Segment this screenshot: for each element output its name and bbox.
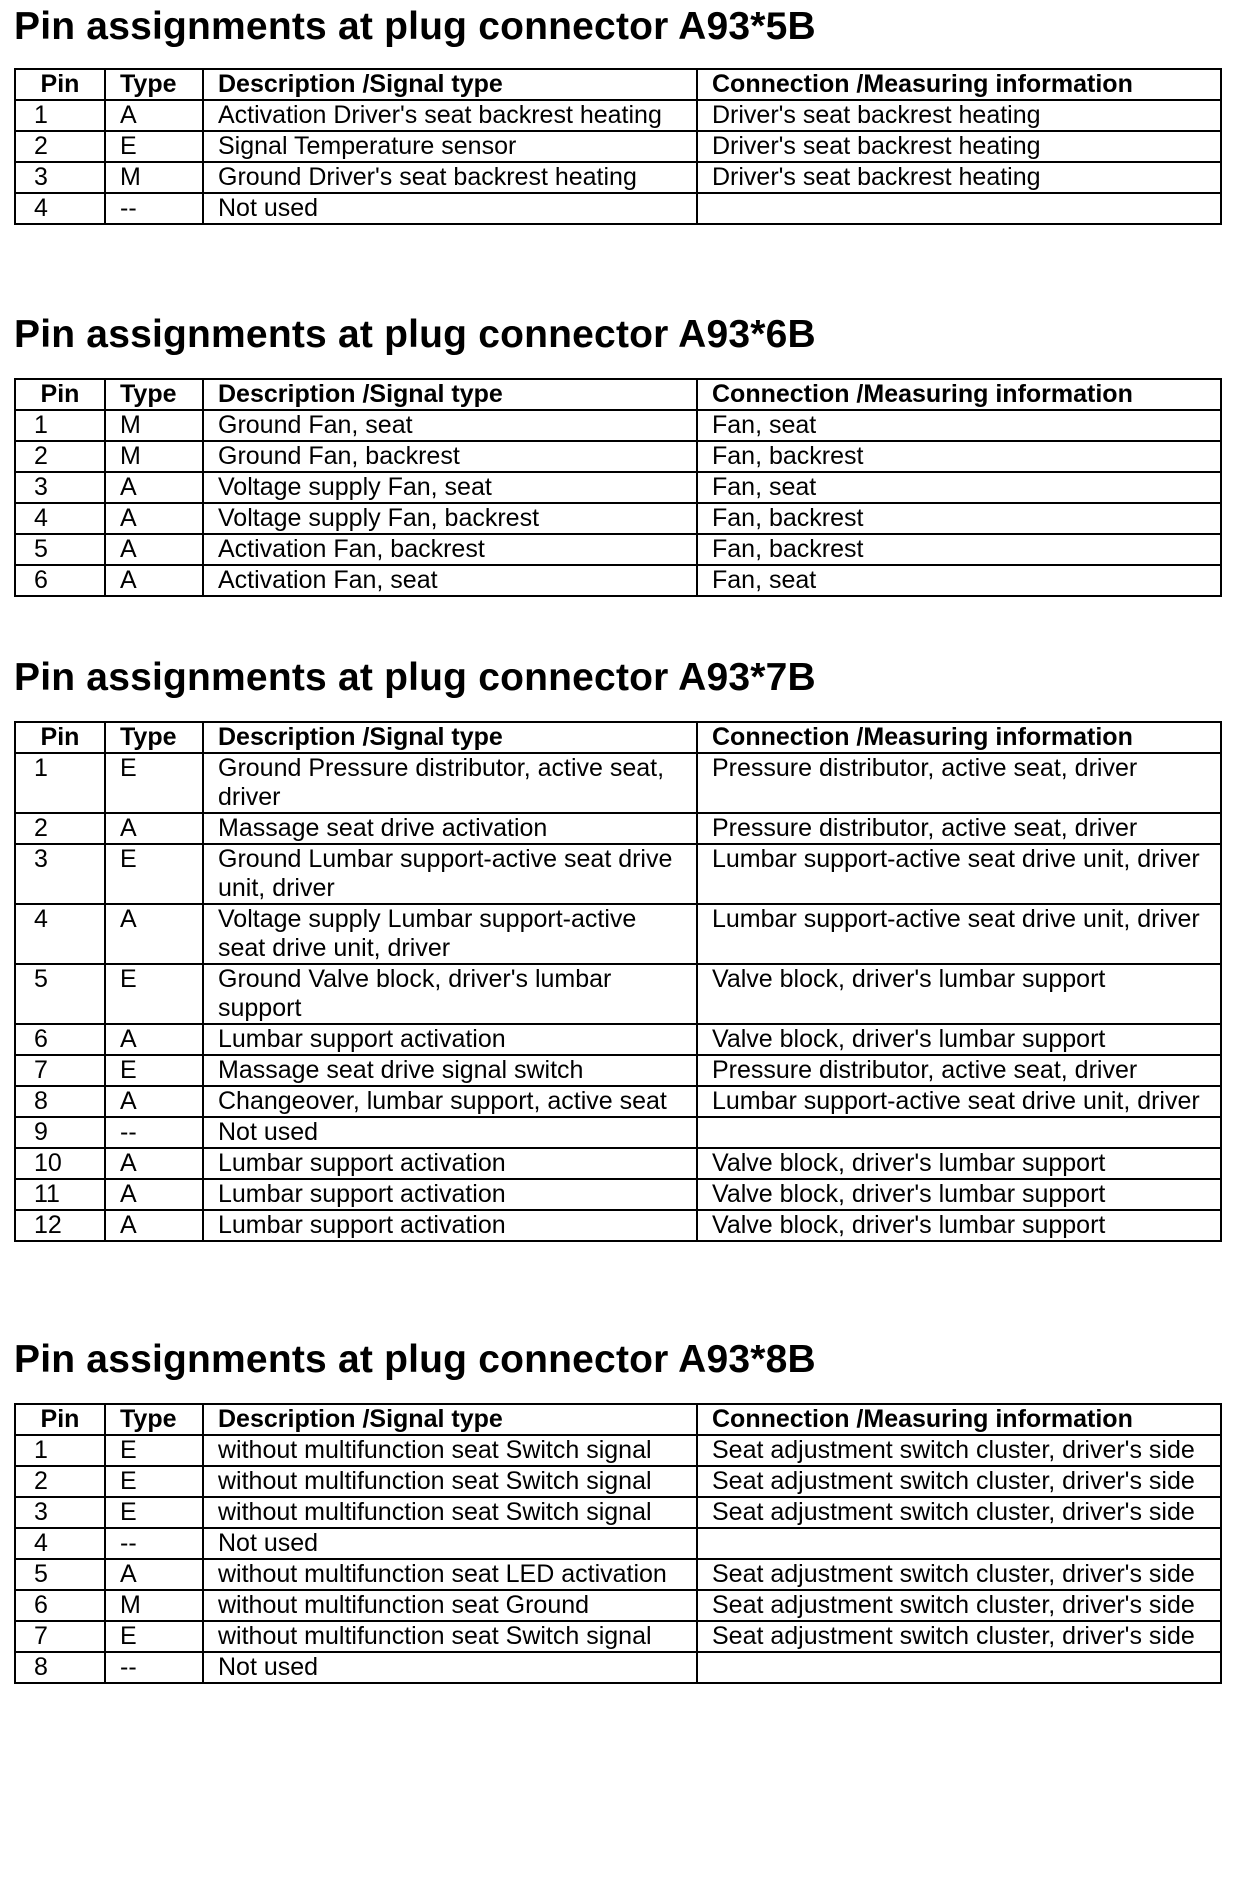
description-cell: Changeover, lumbar support, active seat xyxy=(203,1086,697,1117)
connection-cell: Seat adjustment switch cluster, driver's side xyxy=(697,1621,1221,1652)
connection-cell: Fan, backrest xyxy=(697,534,1221,565)
description-cell: Ground Lumbar support-active seat drive unit, driver xyxy=(203,844,697,904)
type-cell: -- xyxy=(105,1528,203,1559)
pin-cell: 2 xyxy=(15,131,105,162)
pin-cell: 5 xyxy=(15,534,105,565)
table-row xyxy=(15,534,1221,565)
connection-cell: Lumbar support-active seat drive unit, driver xyxy=(697,1086,1221,1117)
header-pin: Pin xyxy=(15,722,105,753)
type-cell: A xyxy=(105,1148,203,1179)
description-cell: Not used xyxy=(203,1652,697,1683)
connection-cell: Pressure distributor, active seat, driver xyxy=(697,753,1221,813)
section-title: Pin assignments at plug connector A93*7B xyxy=(14,656,816,699)
table-row xyxy=(15,1621,1221,1652)
description-cell: Ground Driver's seat backrest heating xyxy=(203,162,697,193)
pin-table xyxy=(14,721,1222,1242)
header-pin: Pin xyxy=(15,1404,105,1435)
type-cell: E xyxy=(105,1497,203,1528)
table-row xyxy=(15,1024,1221,1055)
connection-cell xyxy=(697,1652,1221,1683)
section-a93-5b xyxy=(14,4,1220,225)
connection-cell: Seat adjustment switch cluster, driver's side xyxy=(697,1497,1221,1528)
header-connection: Connection /Measuring information xyxy=(697,1404,1221,1435)
header-description: Description /Signal type xyxy=(203,69,697,100)
table-row xyxy=(15,1559,1221,1590)
pin-table xyxy=(14,1403,1222,1684)
type-cell: -- xyxy=(105,1117,203,1148)
table-row xyxy=(15,131,1221,162)
header-connection: Connection /Measuring information xyxy=(697,722,1221,753)
table-row xyxy=(15,410,1221,441)
description-cell: without multifunction seat Switch signal xyxy=(203,1466,697,1497)
type-cell: A xyxy=(105,1086,203,1117)
description-cell: Activation Fan, seat xyxy=(203,565,697,596)
description-cell: without multifunction seat Switch signal xyxy=(203,1621,697,1652)
table-row xyxy=(15,193,1221,224)
table-row xyxy=(15,565,1221,596)
type-cell: A xyxy=(105,100,203,131)
type-cell: A xyxy=(105,472,203,503)
pin-cell: 6 xyxy=(15,565,105,596)
connection-cell: Valve block, driver's lumbar support xyxy=(697,1148,1221,1179)
table-header-row xyxy=(15,722,1221,753)
table-row xyxy=(15,1148,1221,1179)
table-row xyxy=(15,813,1221,844)
table-row xyxy=(15,1086,1221,1117)
pin-cell: 4 xyxy=(15,503,105,534)
connection-cell: Fan, seat xyxy=(697,565,1221,596)
pin-cell: 8 xyxy=(15,1652,105,1683)
description-cell: Lumbar support activation xyxy=(203,1024,697,1055)
connection-cell: Fan, seat xyxy=(697,410,1221,441)
type-cell: E xyxy=(105,1466,203,1497)
type-cell: A xyxy=(105,565,203,596)
header-connection: Connection /Measuring information xyxy=(697,379,1221,410)
connection-cell xyxy=(697,1117,1221,1148)
connection-cell: Fan, backrest xyxy=(697,441,1221,472)
connection-cell: Fan, seat xyxy=(697,472,1221,503)
header-connection: Connection /Measuring information xyxy=(697,69,1221,100)
connection-cell: Seat adjustment switch cluster, driver's side xyxy=(697,1435,1221,1466)
pin-cell: 1 xyxy=(15,753,105,813)
table-row xyxy=(15,904,1221,964)
table-row xyxy=(15,162,1221,193)
type-cell: -- xyxy=(105,1652,203,1683)
type-cell: E xyxy=(105,753,203,813)
pin-cell: 11 xyxy=(15,1179,105,1210)
description-cell: Not used xyxy=(203,193,697,224)
pin-cell: 1 xyxy=(15,410,105,441)
section-title: Pin assignments at plug connector A93*6B xyxy=(14,313,816,356)
table-row xyxy=(15,844,1221,904)
type-cell: M xyxy=(105,1590,203,1621)
type-cell: A xyxy=(105,1210,203,1241)
description-cell: Ground Valve block, driver's lumbar support xyxy=(203,964,697,1024)
table-row xyxy=(15,753,1221,813)
type-cell: E xyxy=(105,131,203,162)
header-type: Type xyxy=(105,1404,203,1435)
type-cell: E xyxy=(105,1435,203,1466)
pin-cell: 9 xyxy=(15,1117,105,1148)
table-row xyxy=(15,1179,1221,1210)
type-cell: A xyxy=(105,534,203,565)
pin-cell: 2 xyxy=(15,1466,105,1497)
connection-cell: Valve block, driver's lumbar support xyxy=(697,1024,1221,1055)
type-cell: M xyxy=(105,441,203,472)
pin-cell: 5 xyxy=(15,964,105,1024)
type-cell: A xyxy=(105,1024,203,1055)
table-row xyxy=(15,1528,1221,1559)
type-cell: M xyxy=(105,410,203,441)
type-cell: M xyxy=(105,162,203,193)
pin-cell: 7 xyxy=(15,1055,105,1086)
pin-cell: 4 xyxy=(15,193,105,224)
description-cell: Lumbar support activation xyxy=(203,1148,697,1179)
connection-cell: Driver's seat backrest heating xyxy=(697,100,1221,131)
table-header-row xyxy=(15,1404,1221,1435)
pin-cell: 1 xyxy=(15,100,105,131)
connection-cell: Lumbar support-active seat drive unit, driver xyxy=(697,844,1221,904)
connection-cell: Lumbar support-active seat drive unit, driver xyxy=(697,904,1221,964)
pin-cell: 2 xyxy=(15,441,105,472)
table-header-row xyxy=(15,69,1221,100)
pin-table xyxy=(14,68,1222,225)
table-row xyxy=(15,472,1221,503)
connection-cell: Fan, backrest xyxy=(697,503,1221,534)
table-body xyxy=(15,753,1221,1241)
pin-table xyxy=(14,378,1222,597)
description-cell: Signal Temperature sensor xyxy=(203,131,697,162)
connection-cell: Driver's seat backrest heating xyxy=(697,131,1221,162)
connection-cell: Driver's seat backrest heating xyxy=(697,162,1221,193)
pin-cell: 3 xyxy=(15,162,105,193)
type-cell: E xyxy=(105,844,203,904)
description-cell: without multifunction seat Ground xyxy=(203,1590,697,1621)
table-body xyxy=(15,100,1221,224)
connection-cell xyxy=(697,193,1221,224)
table-row xyxy=(15,441,1221,472)
header-pin: Pin xyxy=(15,379,105,410)
description-cell: without multifunction seat LED activation xyxy=(203,1559,697,1590)
header-type: Type xyxy=(105,722,203,753)
table-row xyxy=(15,1117,1221,1148)
description-cell: Ground Pressure distributor, active seat, driver xyxy=(203,753,697,813)
description-cell: Activation Fan, backrest xyxy=(203,534,697,565)
pin-cell: 4 xyxy=(15,904,105,964)
table-header-row xyxy=(15,379,1221,410)
header-type: Type xyxy=(105,69,203,100)
pin-cell: 12 xyxy=(15,1210,105,1241)
type-cell: E xyxy=(105,964,203,1024)
description-cell: Massage seat drive activation xyxy=(203,813,697,844)
description-cell: without multifunction seat Switch signal xyxy=(203,1497,697,1528)
pin-cell: 2 xyxy=(15,813,105,844)
description-cell: Massage seat drive signal switch xyxy=(203,1055,697,1086)
pin-cell: 3 xyxy=(15,844,105,904)
pin-cell: 3 xyxy=(15,1497,105,1528)
type-cell: A xyxy=(105,503,203,534)
connection-cell: Valve block, driver's lumbar support xyxy=(697,1210,1221,1241)
connection-cell: Seat adjustment switch cluster, driver's side xyxy=(697,1466,1221,1497)
table-row xyxy=(15,1435,1221,1466)
pin-cell: 4 xyxy=(15,1528,105,1559)
description-cell: Not used xyxy=(203,1117,697,1148)
description-cell: without multifunction seat Switch signal xyxy=(203,1435,697,1466)
table-row xyxy=(15,100,1221,131)
type-cell: E xyxy=(105,1621,203,1652)
connection-cell: Seat adjustment switch cluster, driver's side xyxy=(697,1590,1221,1621)
connection-cell: Seat adjustment switch cluster, driver's side xyxy=(697,1559,1221,1590)
type-cell: -- xyxy=(105,193,203,224)
pin-cell: 6 xyxy=(15,1590,105,1621)
header-description: Description /Signal type xyxy=(203,1404,697,1435)
section-a93-6b xyxy=(14,312,1220,597)
header-description: Description /Signal type xyxy=(203,379,697,410)
table-row xyxy=(15,1466,1221,1497)
description-cell: Voltage supply Fan, seat xyxy=(203,472,697,503)
section-title: Pin assignments at plug connector A93*8B xyxy=(14,1338,816,1381)
table-row xyxy=(15,1590,1221,1621)
description-cell: Voltage supply Fan, backrest xyxy=(203,503,697,534)
pin-cell: 3 xyxy=(15,472,105,503)
connection-cell: Valve block, driver's lumbar support xyxy=(697,964,1221,1024)
type-cell: A xyxy=(105,1559,203,1590)
type-cell: A xyxy=(105,1179,203,1210)
table-row xyxy=(15,964,1221,1024)
description-cell: Ground Fan, backrest xyxy=(203,441,697,472)
table-body xyxy=(15,1435,1221,1683)
description-cell: Lumbar support activation xyxy=(203,1179,697,1210)
connection-cell: Valve block, driver's lumbar support xyxy=(697,1179,1221,1210)
header-pin: Pin xyxy=(15,69,105,100)
table-row xyxy=(15,1210,1221,1241)
pin-cell: 6 xyxy=(15,1024,105,1055)
description-cell: Not used xyxy=(203,1528,697,1559)
type-cell: A xyxy=(105,904,203,964)
pin-cell: 7 xyxy=(15,1621,105,1652)
table-body xyxy=(15,410,1221,596)
pin-cell: 5 xyxy=(15,1559,105,1590)
connection-cell: Pressure distributor, active seat, driver xyxy=(697,1055,1221,1086)
table-row xyxy=(15,1055,1221,1086)
section-title: Pin assignments at plug connector A93*5B xyxy=(14,5,816,48)
description-cell: Activation Driver's seat backrest heating xyxy=(203,100,697,131)
pin-cell: 10 xyxy=(15,1148,105,1179)
description-cell: Ground Fan, seat xyxy=(203,410,697,441)
type-cell: A xyxy=(105,813,203,844)
description-cell: Lumbar support activation xyxy=(203,1210,697,1241)
section-a93-7b xyxy=(14,655,1220,1242)
table-row xyxy=(15,503,1221,534)
pin-cell: 1 xyxy=(15,1435,105,1466)
header-description: Description /Signal type xyxy=(203,722,697,753)
description-cell: Voltage supply Lumbar support-active seat drive unit, driver xyxy=(203,904,697,964)
table-row xyxy=(15,1497,1221,1528)
section-a93-8b xyxy=(14,1337,1220,1684)
connection-cell: Pressure distributor, active seat, driver xyxy=(697,813,1221,844)
type-cell: E xyxy=(105,1055,203,1086)
connection-cell xyxy=(697,1528,1221,1559)
table-row xyxy=(15,1652,1221,1683)
pin-cell: 8 xyxy=(15,1086,105,1117)
header-type: Type xyxy=(105,379,203,410)
